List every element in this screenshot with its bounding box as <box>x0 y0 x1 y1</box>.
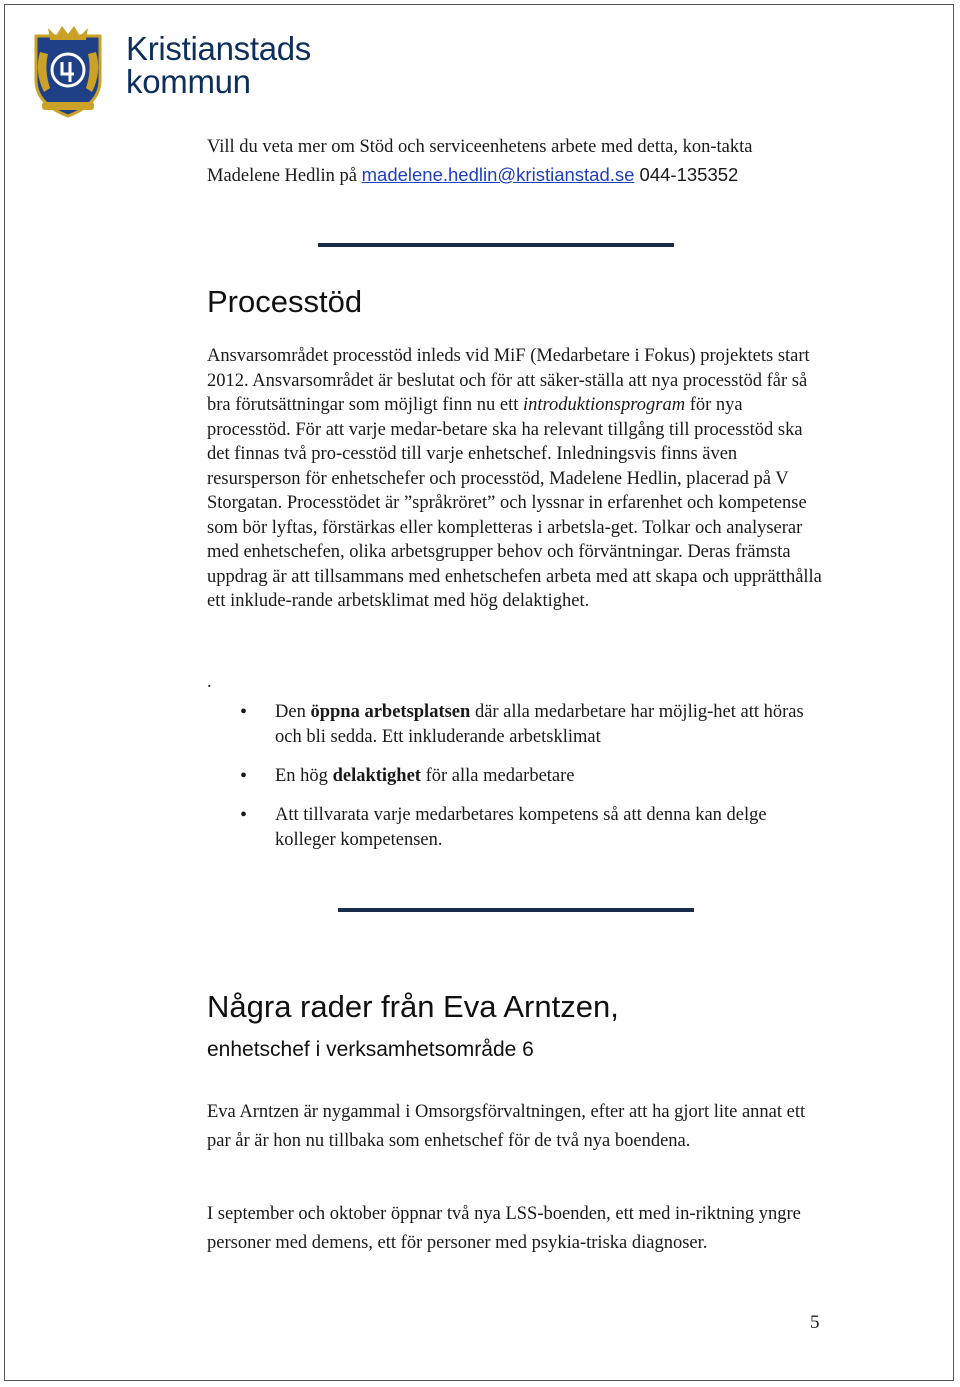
processtod-paragraph <box>207 344 827 614</box>
eva-heading: Några rader från Eva Arntzen, <box>207 989 619 1024</box>
bullet-dot: • <box>240 765 248 787</box>
brand-wordmark <box>126 32 311 98</box>
bullet-item: Att tillvarata varje medarbetares kompetens så att denna kan delge kolleger kompetensen. <box>275 805 767 850</box>
processtod-heading: Processtöd <box>207 284 363 319</box>
bullet-item: Den öppna arbetsplatsen där alla medarbetare har möjlig-het att höras och bli sedda. Ett inkluderande arbetsklimat <box>275 702 804 747</box>
section-divider-1 <box>318 243 674 247</box>
contact-phone: 044-135352 <box>634 164 739 185</box>
processtod-italic-term: introduktionsprogram <box>523 395 686 415</box>
coat-of-arms-icon <box>26 22 110 118</box>
eva-paragraph-1: Eva Arntzen är nygammal i Omsorgsförvaltningen, efter att ha gjort lite annat ett par år är hon nu tillbaka som enhetschef för de två nya boendena. <box>207 1102 806 1151</box>
bullet-item: En hög delaktighet för alla medarbetare <box>275 766 575 786</box>
email-link[interactable]: madelene.hedlin@kristianstad.se <box>361 164 635 185</box>
eva-subheading: enhetschef i verksamhetsområde 6 <box>207 1038 534 1061</box>
processtod-text-2: för nya processtöd. För att varje medar-betare ska ha relevant tillgång till processtöd ska det finnas två pro-cesstöd till varje enhetschef. Inledningsvis finns även resursperson för enhetschefer och processtöd, Madelene Hedlin, placerad på V Storgatan. Processtödet är ”språkröret” och lyssnar in erfarenhet och kompetense som bör lyftas, förstärkas eller kompletteras i arbetsla-get. Tolkar och analyserar med enhetschefen, olika arbetsgrupper behov och förväntningar. Deras främsta uppdrag är att tillsammans med enhetschefen arbeta med att skapa och upprätthålla ett inklude-rande arbetsklimat med hög delaktighet. <box>207 395 822 611</box>
processtod-text-1: Ansvarsområdet processtöd inleds vid MiF (Medarbetare i Fokus) projektets start 2012. Ansvarsområdet är beslutat och för att säker-ställa att nya processtöd får så bra förutsättningar som möjligt finn nu ett <box>207 346 810 415</box>
bullet-dot: • <box>240 804 248 826</box>
bullet-dot: • <box>240 701 248 723</box>
stray-dot: . <box>207 672 212 692</box>
brand-line-1: Kristianstads <box>126 30 312 67</box>
brand-line-2: kommun <box>126 63 251 100</box>
contact-text-before: Vill du veta mer om Stöd och serviceenhetens arbete med detta, kon-takta Madelene Hedlin på <box>207 137 753 186</box>
contact-paragraph <box>207 133 827 190</box>
section-divider-2 <box>338 908 694 912</box>
eva-paragraph-2: I september och oktober öppnar två nya LSS-boenden, ett med in-riktning yngre personer med demens, ett för personer med psykia-triska diagnoser. <box>207 1204 801 1253</box>
page-number: 5 <box>810 1312 820 1333</box>
